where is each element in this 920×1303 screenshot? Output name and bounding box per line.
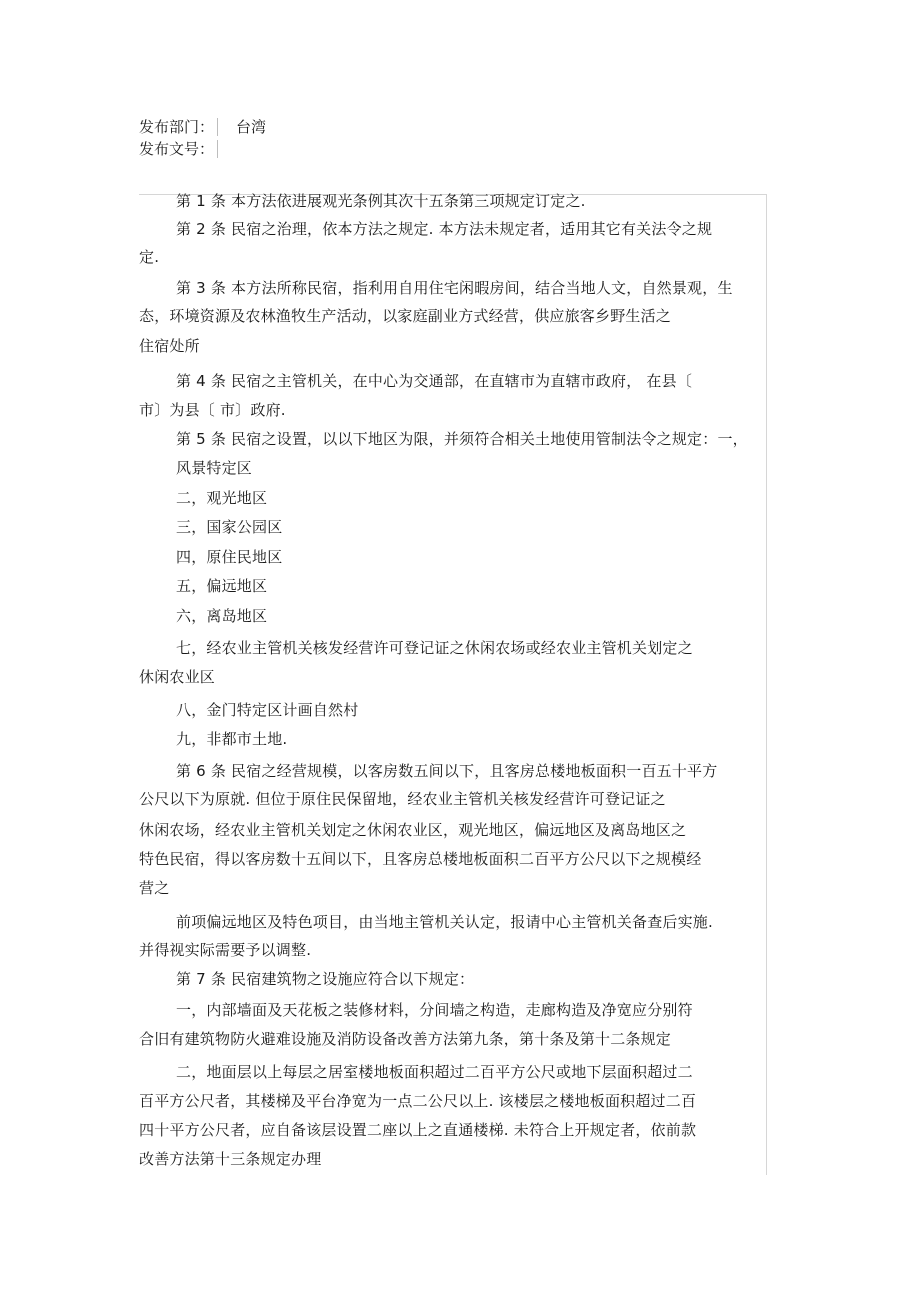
article-2-line: 第 2 条 民宿之治理，依本方法之规定. 本方法未规定者，适用其它有关法令之规 — [176, 220, 713, 238]
article-1-line: 第 1 条 本方法依进展观光条例其次十五条第三项规定订定之. — [176, 192, 586, 210]
article-5-item: 八，金门特定区计画自然村 — [176, 701, 359, 719]
article-5-item: 休闲农业区 — [139, 668, 216, 686]
document-number-value — [218, 138, 236, 160]
article-7-item: 百平方公尺者，其楼梯及平台净宽为一点二公尺以上. 该楼层之楼地板面积超过二百 — [139, 1092, 697, 1110]
article-7-item: 合旧有建筑物防火避难设施及消防设备改善方法第九条，第十条及第十二条规定 — [139, 1030, 672, 1048]
article-4-line: 第 4 条 民宿之主管机关，在中心为交通部，在直辖市为直辖市政府， 在县〔 — [176, 372, 693, 390]
article-6-line: 并得视实际需要予以调整. — [139, 941, 312, 959]
article-6-line: 前项偏远地区及特色项目，由当地主管机关认定，报请中心主管机关备查后实施. — [176, 913, 713, 931]
article-5-item: 五，偏远地区 — [176, 577, 268, 595]
article-3-line: 第 3 条 本方法所称民宿，指利用自用住宅闲暇房间，结合当地人文，自然景观，生 — [176, 279, 733, 297]
document-meta — [139, 116, 266, 160]
article-5-line: 第 5 条 民宿之设置，以以下地区为限，并须符合相关土地使用管制法令之规定：一， — [176, 430, 748, 448]
document-number-row — [139, 138, 266, 160]
article-5-item: 九，非都市土地. — [176, 730, 288, 748]
article-6-line: 特色民宿，得以客房数十五间以下，且客房总楼地板面积二百平方公尺以下之规模经 — [139, 850, 702, 868]
article-7-item: 四十平方公尺者，应自备该层设置二座以上之直通楼梯. 未符合上开规定者，依前款 — [139, 1121, 697, 1139]
article-5-item: 六，离岛地区 — [176, 607, 268, 625]
article-2-line: 定. — [139, 248, 160, 266]
department-row — [139, 116, 266, 138]
article-4-line: 市〕为县〔 市〕政府. — [139, 401, 286, 419]
article-6-line: 营之 — [139, 879, 170, 897]
document-number-label: 发布文号： — [139, 140, 215, 158]
article-5-item: 风景特定区 — [176, 459, 253, 477]
article-6-line: 公尺以下为原就. 但位于原住民保留地，经农业主管机关核发经营许可登记证之 — [139, 790, 666, 808]
article-7-line: 第 7 条 民宿建筑物之设施应符合以下规定： — [176, 970, 475, 988]
article-7-item: 改善方法第十三条规定办理 — [139, 1150, 322, 1168]
article-6-line: 第 6 条 民宿之经营规模，以客房数五间以下，且客房总楼地板面积一百五十平方 — [176, 762, 718, 780]
article-6-line: 休闲农场，经农业主管机关划定之休闲农业区，观光地区，偏远地区及离岛地区之 — [139, 821, 687, 839]
regulation-body — [139, 194, 767, 1175]
article-5-item: 三，国家公园区 — [176, 518, 283, 536]
article-3-line: 住宿处所 — [139, 337, 200, 355]
article-5-item: 四，原住民地区 — [176, 548, 283, 566]
article-3-line: 态，环境资源及农林渔牧生产活动，以家庭副业方式经营，供应旅客乡野生活之 — [139, 307, 672, 325]
article-5-item: 二，观光地区 — [176, 489, 268, 507]
article-5-item: 七，经农业主管机关核发经营许可登记证之休闲农场或经农业主管机关划定之 — [176, 639, 693, 657]
article-7-item: 二，地面层以上每层之居室楼地板面积超过二百平方公尺或地下层面积超过二 — [176, 1063, 693, 1081]
article-7-item: 一，内部墙面及天花板之装修材料，分间墙之构造，走廊构造及净宽应分别符 — [176, 1001, 693, 1019]
department-value: 台湾 — [236, 118, 267, 136]
department-label: 发布部门： — [139, 118, 215, 136]
